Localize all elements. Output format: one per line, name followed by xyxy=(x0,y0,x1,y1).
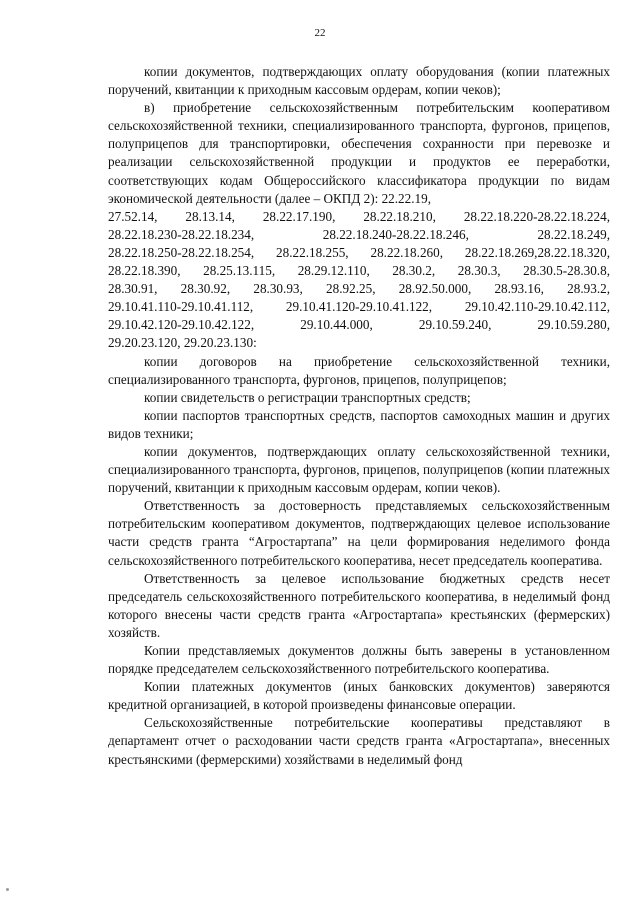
paragraph-responsibility-accuracy: Ответственность за достоверность представляемых сельскохозяйственным потребительским кооперативом документов, подтверждающих целевое использование части средств гранта “Агростартапа” на цели формирования неделимого фонда сельскохозяйственного потребительского кооператива, несет председатель кооператива. xyxy=(108,498,610,568)
okpd-codes-row: 28.22.18.390, 28.25.13.115, 28.29.12.110, 28.30.2, 28.30.3, 28.30.5-28.30.8, xyxy=(108,263,610,279)
okpd-codes-row: 28.22.18.230-28.22.18.234, 28.22.18.240-28.22.18.246, 28.22.18.249, xyxy=(108,226,610,242)
paragraph-registration-copies: копии свидетельств о регистрации транспортных средств; xyxy=(144,389,471,405)
paragraph-item-v: в) приобретение сельскохозяйственным потребительским кооперативом сельскохозяйственной техники, специализированного транспорта, фургонов, прицепов, полуприцепов для транспортировки, обеспечения сохранности при перевозке и реализации сельскохозяйственной продукции и продуктов ее переработки, соответствующих кодам Общероссийского классификатора продукции по видам экономической деятельности (далее – ОКПД 2): 22.22.19, xyxy=(108,100,610,206)
okpd-codes-row: 29.10.42.120-29.10.42.122, 29.10.44.000, 29.10.59.240, 29.10.59.280, xyxy=(108,317,610,333)
paragraph-equipment-payment-copies: копии документов, подтверждающих оплату сельскохозяйственной техники, специализированного транспорта, фургонов, прицепов, полуприцепов (копии платежных поручений, квитанции к приходным кассовым ордерам, копии чеков). xyxy=(108,443,610,496)
paragraph-report: Сельскохозяйственные потребительские кооперативы представляют в департамент отчет о расходовании части средств гранта «Агростартапа», внесенных крестьянскими (фермерскими) хозяйствами в неделимый фонд xyxy=(108,715,610,767)
paragraph-responsibility-budget: Ответственность за целевое использование бюджетных средств несет председатель сельскохозяйственного потребительского кооператива, в неделимый фонд которого внесены части средств гранта «Агростартапа» крестьянских (фермерских) хозяйств. xyxy=(108,570,610,640)
okpd-codes-row: 27.52.14, 28.13.14, 28.22.17.190, 28.22.18.210, 28.22.18.220-28.22.18.224, xyxy=(108,208,610,224)
paragraph-passport-copies: копии паспортов транспортных средств, паспортов самоходных машин и других видов техники; xyxy=(108,407,610,441)
okpd-codes-row: 28.30.91, 28.30.92, 28.30.93, 28.92.25, 28.92.50.000, 28.93.16, 28.93.2, xyxy=(108,281,610,297)
paragraph-contract-copies: копии договоров на приобретение сельскохозяйственной техники, специализированного транспорта, фургонов, прицепов, полуприцепов; xyxy=(108,353,610,387)
paragraph-bank-certification: Копии платежных документов (иных банковских документов) заверяются кредитной организацией, в которой произведены финансовые операции. xyxy=(108,679,610,713)
paragraph-certification: Копии представляемых документов должны быть заверены в установленном порядке председателем сельскохозяйственного потребительского кооператива. xyxy=(108,643,610,677)
paragraph-payment-copies: копии документов, подтверждающих оплату оборудования (копии платежных поручений, квитанции к приходным кассовым ордерам, копии чеков); xyxy=(108,64,610,98)
okpd-codes-row: 29.20.23.120, 29.20.23.130: xyxy=(108,335,257,351)
scan-artifact xyxy=(6,888,9,891)
document-body xyxy=(108,63,610,769)
okpd-codes-row: 29.10.41.110-29.10.41.112, 29.10.41.120-29.10.41.122, 29.10.42.110-29.10.42.112, xyxy=(108,299,610,315)
page-number: 22 xyxy=(314,27,326,39)
okpd-codes-row: 28.22.18.250-28.22.18.254, 28.22.18.255, 28.22.18.260, 28.22.18.269,28.22.18.320, xyxy=(108,244,610,260)
